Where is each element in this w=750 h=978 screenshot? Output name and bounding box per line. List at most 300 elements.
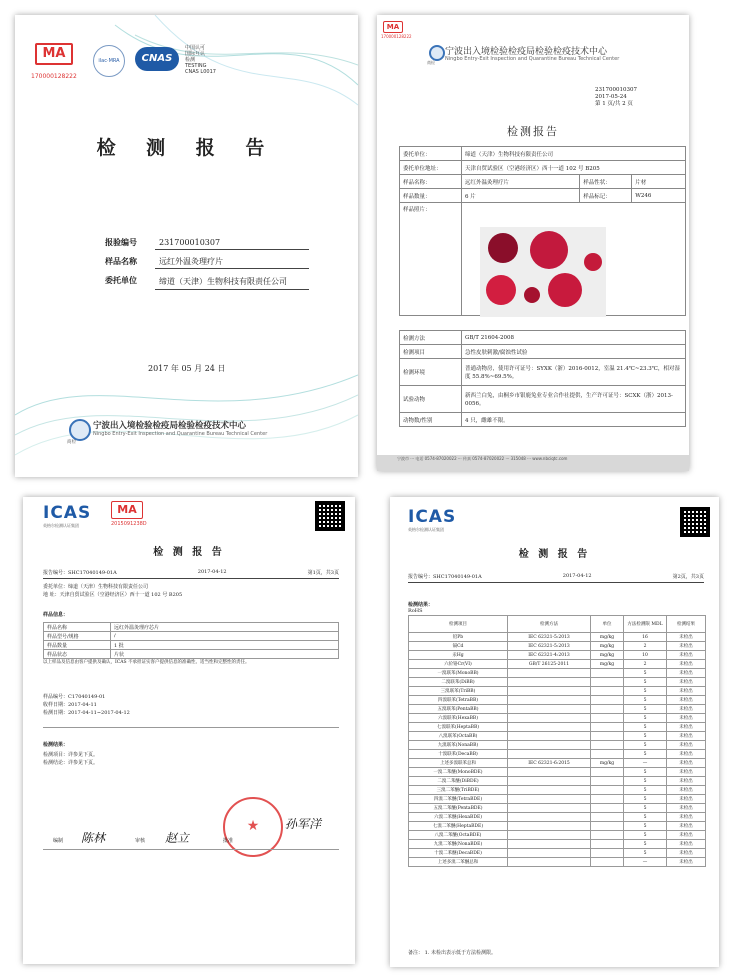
table-cell (508, 678, 591, 687)
table-cell: 新西兰白兔，由桐乡市银鹿兔业专业合作社提供，生产许可证号：SCXK（浙）2013-0056。 (462, 386, 686, 413)
table-cell (591, 705, 624, 714)
ciq-logo-icon (69, 419, 91, 441)
table-row (409, 732, 706, 741)
table-cell: 5 (624, 714, 667, 723)
table-cell: 5 (624, 741, 667, 750)
table-cell: 一溴联苯(MonoBB) (409, 669, 508, 678)
table-row (44, 623, 339, 632)
table-cell: 5 (624, 669, 667, 678)
table-cell: 检测项目 (400, 345, 462, 359)
meta-line: 2017-05-24 (595, 94, 627, 100)
table-cell: 普通动物房，使用许可证号：SYXK（浙）2016-0012，室温 21.4℃~23.3℃，相对湿度 55.8%~69.5%。 (462, 359, 686, 386)
table-cell (508, 804, 591, 813)
table-cell: 远红外温灸理疗芯片 (111, 623, 339, 632)
table-cell: 未检出 (667, 831, 706, 840)
table-cell: 未检出 (667, 768, 706, 777)
table-cell: 上述多溴联苯总和 (409, 759, 508, 768)
ciq-logo-icon (429, 45, 445, 61)
sample-disc (524, 287, 540, 303)
table-row (409, 768, 706, 777)
icas-logo: ICAS (43, 503, 92, 523)
page-number: 第1页，共3页 (307, 570, 339, 576)
table-cell: 样品名称 (44, 623, 111, 632)
table-cell: 远红外温灸理疗片 (462, 175, 580, 189)
column-header: 方法检测限 MDL (624, 616, 667, 633)
table-cell: 5 (624, 822, 667, 831)
result-line: 检测项目：详参见下页。 (43, 752, 99, 758)
table-row (409, 759, 706, 768)
table-cell: 片材 (632, 175, 686, 189)
table-cell: 未检出 (667, 822, 706, 831)
table-cell (591, 831, 624, 840)
table-cell: GB/T 26125-2011 (508, 660, 591, 669)
table-cell: 未检出 (667, 696, 706, 705)
table-cell: 5 (624, 831, 667, 840)
table-row (400, 359, 686, 386)
table-cell: 5 (624, 849, 667, 858)
table-row (409, 849, 706, 858)
table-row (409, 795, 706, 804)
table-cell: 5 (624, 723, 667, 732)
table-cell: 样品数量： (400, 189, 462, 203)
table-cell: 未检出 (667, 840, 706, 849)
table-cell: 未检出 (667, 687, 706, 696)
table-cell: 天津自贸试验区（空港经济区）西十一道 102 号 B205 (462, 161, 686, 175)
rohs-table (408, 615, 706, 867)
table-cell: 未检出 (667, 669, 706, 678)
client-block (43, 583, 182, 599)
icas-subtitle: 英格尔检测认证集团 (408, 527, 444, 532)
table-cell (508, 786, 591, 795)
table-cell: 六价铬Cr(VI) (409, 660, 508, 669)
table-cell (591, 813, 624, 822)
table-cell: 5 (624, 678, 667, 687)
table-cell (508, 768, 591, 777)
table-row (409, 804, 706, 813)
table-cell: 6 片 (462, 189, 580, 203)
table-cell (591, 777, 624, 786)
table-cell: 5 (624, 705, 667, 714)
table-cell: 未检出 (667, 633, 706, 642)
table-cell (508, 858, 591, 867)
sample-disc (530, 231, 568, 269)
sample-disc (486, 275, 516, 305)
table-row (409, 678, 706, 687)
icas-report-page-2 (390, 497, 719, 967)
table-cell: 2 (624, 660, 667, 669)
table-cell: 五溴联苯(PentaBB) (409, 705, 508, 714)
report-number: 报告编号：SHC17040149-01A (43, 570, 117, 576)
table-row (409, 750, 706, 759)
company-seal: ★ (223, 797, 283, 857)
meta-line: 231700010307 (595, 87, 637, 93)
info-row (105, 256, 309, 269)
sample-photo (480, 227, 606, 317)
result-title: 检测结果： (43, 742, 69, 748)
signature-label: 编制 (53, 838, 64, 844)
signature-label: 审核 (135, 838, 146, 844)
info-row (105, 237, 309, 250)
table-header-row (409, 616, 706, 633)
table-cell: 5 (624, 732, 667, 741)
table-cell: 1 批 (111, 641, 339, 650)
table-cell: 试验动物 (400, 386, 462, 413)
table-row (409, 741, 706, 750)
table-cell: 未检出 (667, 759, 706, 768)
table-row (409, 660, 706, 669)
table-row (409, 858, 706, 867)
table-cell: 未检出 (667, 651, 706, 660)
table-cell: 三溴联苯(TriBB) (409, 687, 508, 696)
table-row (409, 642, 706, 651)
table-row (44, 641, 339, 650)
report-number: 报告编号：SHC17040149-01A (408, 574, 482, 580)
cma-logo: MA (35, 43, 73, 65)
table-cell (591, 669, 624, 678)
table-cell (591, 849, 624, 858)
table-cell: 镉Cd (409, 642, 508, 651)
table-cell (508, 795, 591, 804)
table-cell: 未检出 (667, 642, 706, 651)
table-cell: 未检出 (667, 804, 706, 813)
table-cell: 5 (624, 804, 667, 813)
divider (43, 727, 339, 728)
cnas-line: 中国认可 (185, 45, 206, 51)
ilac-mra-logo: ilac·MRA (93, 45, 125, 77)
signature: 陈林 (81, 831, 106, 845)
table-cell: 2 (624, 642, 667, 651)
table-cell: 5 (624, 687, 667, 696)
table-cell: 未检出 (667, 750, 706, 759)
table-cell (591, 822, 624, 831)
table-cell: 16 (624, 633, 667, 642)
cnas-line: 国际互认 (185, 51, 206, 57)
signature-label: 批准 (223, 838, 234, 844)
cma-number: 170000128222 (381, 34, 412, 39)
table-cell: 七溴联苯(HeptaBB) (409, 723, 508, 732)
info-row (105, 275, 309, 290)
cnas-line: CNAS L0017 (185, 69, 216, 75)
table-cell: 六溴联苯(HexaBB) (409, 714, 508, 723)
result-label: 检测结果： (408, 602, 434, 608)
table-cell: 未检出 (667, 741, 706, 750)
table-row (409, 705, 706, 714)
note-line: 备注： (408, 950, 424, 956)
report-meta (595, 87, 637, 108)
sample-disc (584, 253, 602, 271)
table-cell (508, 705, 591, 714)
table-cell: mg/kg (591, 660, 624, 669)
report-title: 检 测 报 告 (96, 137, 277, 159)
table-row (400, 386, 686, 413)
table-cell: 二溴二苯醚(DiBDE) (409, 777, 508, 786)
table-cell: 5 (624, 696, 667, 705)
table-cell: 5 (624, 777, 667, 786)
table-row (44, 632, 339, 641)
table-cell: IEC 62321-5:2013 (508, 633, 591, 642)
table-row (409, 687, 706, 696)
table-cell (591, 723, 624, 732)
divider (43, 849, 339, 850)
table-cell (508, 714, 591, 723)
table-cell: 5 (624, 813, 667, 822)
table-row (409, 831, 706, 840)
table-cell: 片状 (111, 650, 339, 659)
table-cell: 委托单位： (400, 147, 462, 161)
table-row (400, 175, 686, 189)
table-cell: GB/T 21604-2008 (462, 331, 686, 345)
table-cell: 未检出 (667, 660, 706, 669)
table-cell: 六溴二苯醚(HexaBDE) (409, 813, 508, 822)
sample-title: 样品信息： (43, 612, 69, 618)
info-line: 收样日期：2017-04-11 (43, 702, 97, 708)
table-cell: 未检出 (667, 678, 706, 687)
table-cell (508, 732, 591, 741)
table-cell: 十溴联苯(DecaBB) (409, 750, 508, 759)
org-name-en: Ningbo Entry-Exit Inspection and Quarantine Bureau Technical Center (445, 56, 620, 62)
qr-code-icon (680, 507, 710, 537)
table-row (409, 669, 706, 678)
table-cell: 5 (624, 768, 667, 777)
table-cell: — (624, 759, 667, 768)
info-value: 231700010307 (155, 237, 309, 250)
org-small: 商检 (427, 60, 435, 65)
table-cell: 样品数量 (44, 641, 111, 650)
cma-logo: MA (111, 501, 143, 519)
table-cell: 四溴二苯醚(TetraBDE) (409, 795, 508, 804)
column-header: 单位 (591, 616, 624, 633)
table-cell: 样品性状： (580, 175, 632, 189)
table-cell (508, 777, 591, 786)
note-text: 以上样品及信息由客户提供及确认，ICAS 不承担证实客户提供信息的准确性、适当性和完整性的责任。 (43, 660, 250, 665)
info-value: 缔道（天津）生物科技有限责任公司 (155, 275, 309, 290)
table-cell: 十溴二苯醚(DecaBDE) (409, 849, 508, 858)
table-cell (591, 687, 624, 696)
table-row (409, 651, 706, 660)
table-cell: 一溴二苯醚(MonoBDE) (409, 768, 508, 777)
footer-text: 宁波市 ··· 电话 0574-87020022 ··· 传真 0574-87020022 ··· 315048 ··· www.nbciqtc.com (397, 456, 568, 461)
table-cell (508, 831, 591, 840)
result-line: 检测结论：详参见下页。 (43, 760, 99, 766)
table-cell (508, 723, 591, 732)
table-cell: 未检出 (667, 858, 706, 867)
table-cell (591, 732, 624, 741)
table-cell: 样品标记： (580, 189, 632, 203)
cma-logo: MA (383, 21, 403, 33)
table-cell: 样品照片： (400, 203, 462, 316)
table-cell (591, 714, 624, 723)
table-cell (508, 750, 591, 759)
table-row (409, 822, 706, 831)
table-row (409, 813, 706, 822)
org-name: 宁波出入境检验检疫局检验检疫技术中心 (445, 47, 608, 57)
report-info (105, 237, 309, 296)
table-row (400, 189, 686, 203)
table-cell: mg/kg (591, 642, 624, 651)
cma-number: 170000128222 (31, 73, 77, 80)
table-row (409, 696, 706, 705)
table-row (409, 633, 706, 642)
report-header (408, 573, 704, 583)
table-cell (591, 696, 624, 705)
table-cell: 未检出 (667, 705, 706, 714)
table-row (409, 786, 706, 795)
client-line: 地 址：天津自贸试验区（空港经济区）西十一道 102 号 B205 (43, 592, 183, 598)
table-cell: 未检出 (667, 732, 706, 741)
table-row (400, 345, 686, 359)
column-header: 检测项目 (409, 616, 508, 633)
report-header (43, 569, 339, 579)
table-cell (508, 687, 591, 696)
table-cell (508, 696, 591, 705)
table-cell: 急性皮肤刺激/腐蚀性试验 (462, 345, 686, 359)
table-cell (591, 840, 624, 849)
table-cell: IEC 62321-5:2013 (508, 642, 591, 651)
table-cell: 未检出 (667, 777, 706, 786)
sample-disc (488, 233, 518, 263)
info-key: 委托单位 (105, 275, 137, 285)
info-line: 检测日期：2017-04-11~2017-04-12 (43, 710, 130, 716)
table-row (400, 161, 686, 175)
report-info (43, 693, 130, 717)
org-small: 商检 (67, 440, 76, 445)
report-title: 检 测 报 告 (518, 549, 591, 560)
rohs-label: RoHS (408, 608, 423, 614)
report-title: 检测报告 (507, 125, 559, 138)
table-cell (591, 678, 624, 687)
table-cell (508, 822, 591, 831)
info-line: 样品编号：C17040149-01 (43, 694, 106, 700)
table-cell (508, 741, 591, 750)
table-cell (591, 741, 624, 750)
table-cell: W246 (632, 189, 686, 203)
table-cell (591, 795, 624, 804)
table-cell: 缔道（天津）生物科技有限责任公司 (462, 147, 686, 161)
cma-number: 2015091238D (111, 521, 147, 527)
column-header: 检测结果 (667, 616, 706, 633)
table-cell: 检测环境 (400, 359, 462, 386)
table-cell: 样品状态 (44, 650, 111, 659)
table-cell (508, 813, 591, 822)
table-cell: 5 (624, 786, 667, 795)
table-cell: IEC 62321-6:2015 (508, 759, 591, 768)
sample-disc (548, 273, 582, 307)
table-cell: mg/kg (591, 633, 624, 642)
table-row (409, 840, 706, 849)
table-cell: / (111, 632, 339, 641)
cnas-line: 检测 (185, 57, 196, 63)
table-row (400, 147, 686, 161)
note-line: 1. 未检出表示低于方法检测限。 (424, 950, 496, 956)
table-cell: 上述多溴二苯醚总和 (409, 858, 508, 867)
table-cell: 八溴联苯(OctaBB) (409, 732, 508, 741)
info-key: 样品名称 (105, 256, 137, 266)
org-name-en: Ningbo Entry-Exit Inspection and Quarantine Bureau Technical Center (93, 431, 268, 437)
column-header: 检测方法 (508, 616, 591, 633)
cnas-line: TESTING (185, 63, 207, 69)
table-row (409, 777, 706, 786)
table-cell: 七溴二苯醚(HeptaBDE) (409, 822, 508, 831)
org-name: 宁波出入境检验检疫局检验检疫技术中心 (93, 421, 247, 431)
table-cell: — (624, 858, 667, 867)
table-cell: 5 (624, 795, 667, 804)
sample-table (43, 622, 339, 659)
table-cell (508, 669, 591, 678)
cnas-text (185, 45, 216, 75)
table-cell: 未检出 (667, 786, 706, 795)
cnas-logo: CNAS (135, 47, 179, 71)
table-cell: 五溴二苯醚(PentaBDE) (409, 804, 508, 813)
table-row (44, 650, 339, 659)
table-cell: 样品型号/规格 (44, 632, 111, 641)
test-table (399, 330, 686, 427)
table-cell: 四溴联苯(TetraBB) (409, 696, 508, 705)
table-cell (508, 849, 591, 858)
table-cell: 汞Hg (409, 651, 508, 660)
table-row (400, 413, 686, 427)
table-row (409, 723, 706, 732)
table-cell: 动物数/性别 (400, 413, 462, 427)
meta-line: 第 1 页/共 2 页 (595, 101, 633, 107)
report-date: 2017-04-12 (562, 573, 592, 579)
table-cell (591, 750, 624, 759)
table-cell: mg/kg (591, 651, 624, 660)
info-value: 远红外温灸理疗片 (155, 256, 309, 269)
ningbo-report-page (377, 15, 689, 471)
report-title: 检 测 报 告 (153, 547, 225, 558)
client-line: 委托单位：缔道（天津）生物科技有限责任公司 (43, 584, 149, 590)
icas-report-page-1 (23, 497, 355, 964)
table-cell: 未检出 (667, 723, 706, 732)
table-cell: 5 (624, 750, 667, 759)
icas-subtitle: 英格尔检测认证集团 (43, 523, 79, 528)
page-number: 第2页，共3页 (672, 574, 704, 580)
info-key: 报验编号 (105, 237, 137, 247)
table-cell: 4 只，雌雄不限。 (462, 413, 686, 427)
table-row (400, 331, 686, 345)
report-date: 2017 年 05 月 24 日 (148, 364, 226, 373)
table-cell: 三溴二苯醚(TriBDE) (409, 786, 508, 795)
table-cell: IEC 62321-4:2013 (508, 651, 591, 660)
signature: 孙军洋 (285, 817, 322, 831)
table-cell (508, 840, 591, 849)
table-cell: 5 (624, 840, 667, 849)
table-cell: mg/kg (591, 759, 624, 768)
table-cell: 10 (624, 651, 667, 660)
icas-logo: ICAS (408, 507, 457, 527)
table-cell (591, 786, 624, 795)
result-block (43, 751, 98, 767)
table-cell: 未检出 (667, 795, 706, 804)
table-cell: 二溴联苯(DiBB) (409, 678, 508, 687)
table-cell: 八溴二苯醚(OctaBDE) (409, 831, 508, 840)
table-cell: 铅Pb (409, 633, 508, 642)
table-cell: 样品名称： (400, 175, 462, 189)
table-cell: 检测方法 (400, 331, 462, 345)
report-cover-page (15, 15, 358, 477)
table-cell: 九溴二苯醚(NonaBDE) (409, 840, 508, 849)
signature: 赵立 (165, 831, 190, 845)
table-cell: 未检出 (667, 813, 706, 822)
table-cell (591, 804, 624, 813)
notes (408, 949, 496, 956)
table-row (409, 714, 706, 723)
table-cell: 委托单位地址： (400, 161, 462, 175)
table-cell: 九溴联苯(NonaBB) (409, 741, 508, 750)
table-cell: 未检出 (667, 714, 706, 723)
table-cell (591, 768, 624, 777)
table-cell: 未检出 (667, 849, 706, 858)
